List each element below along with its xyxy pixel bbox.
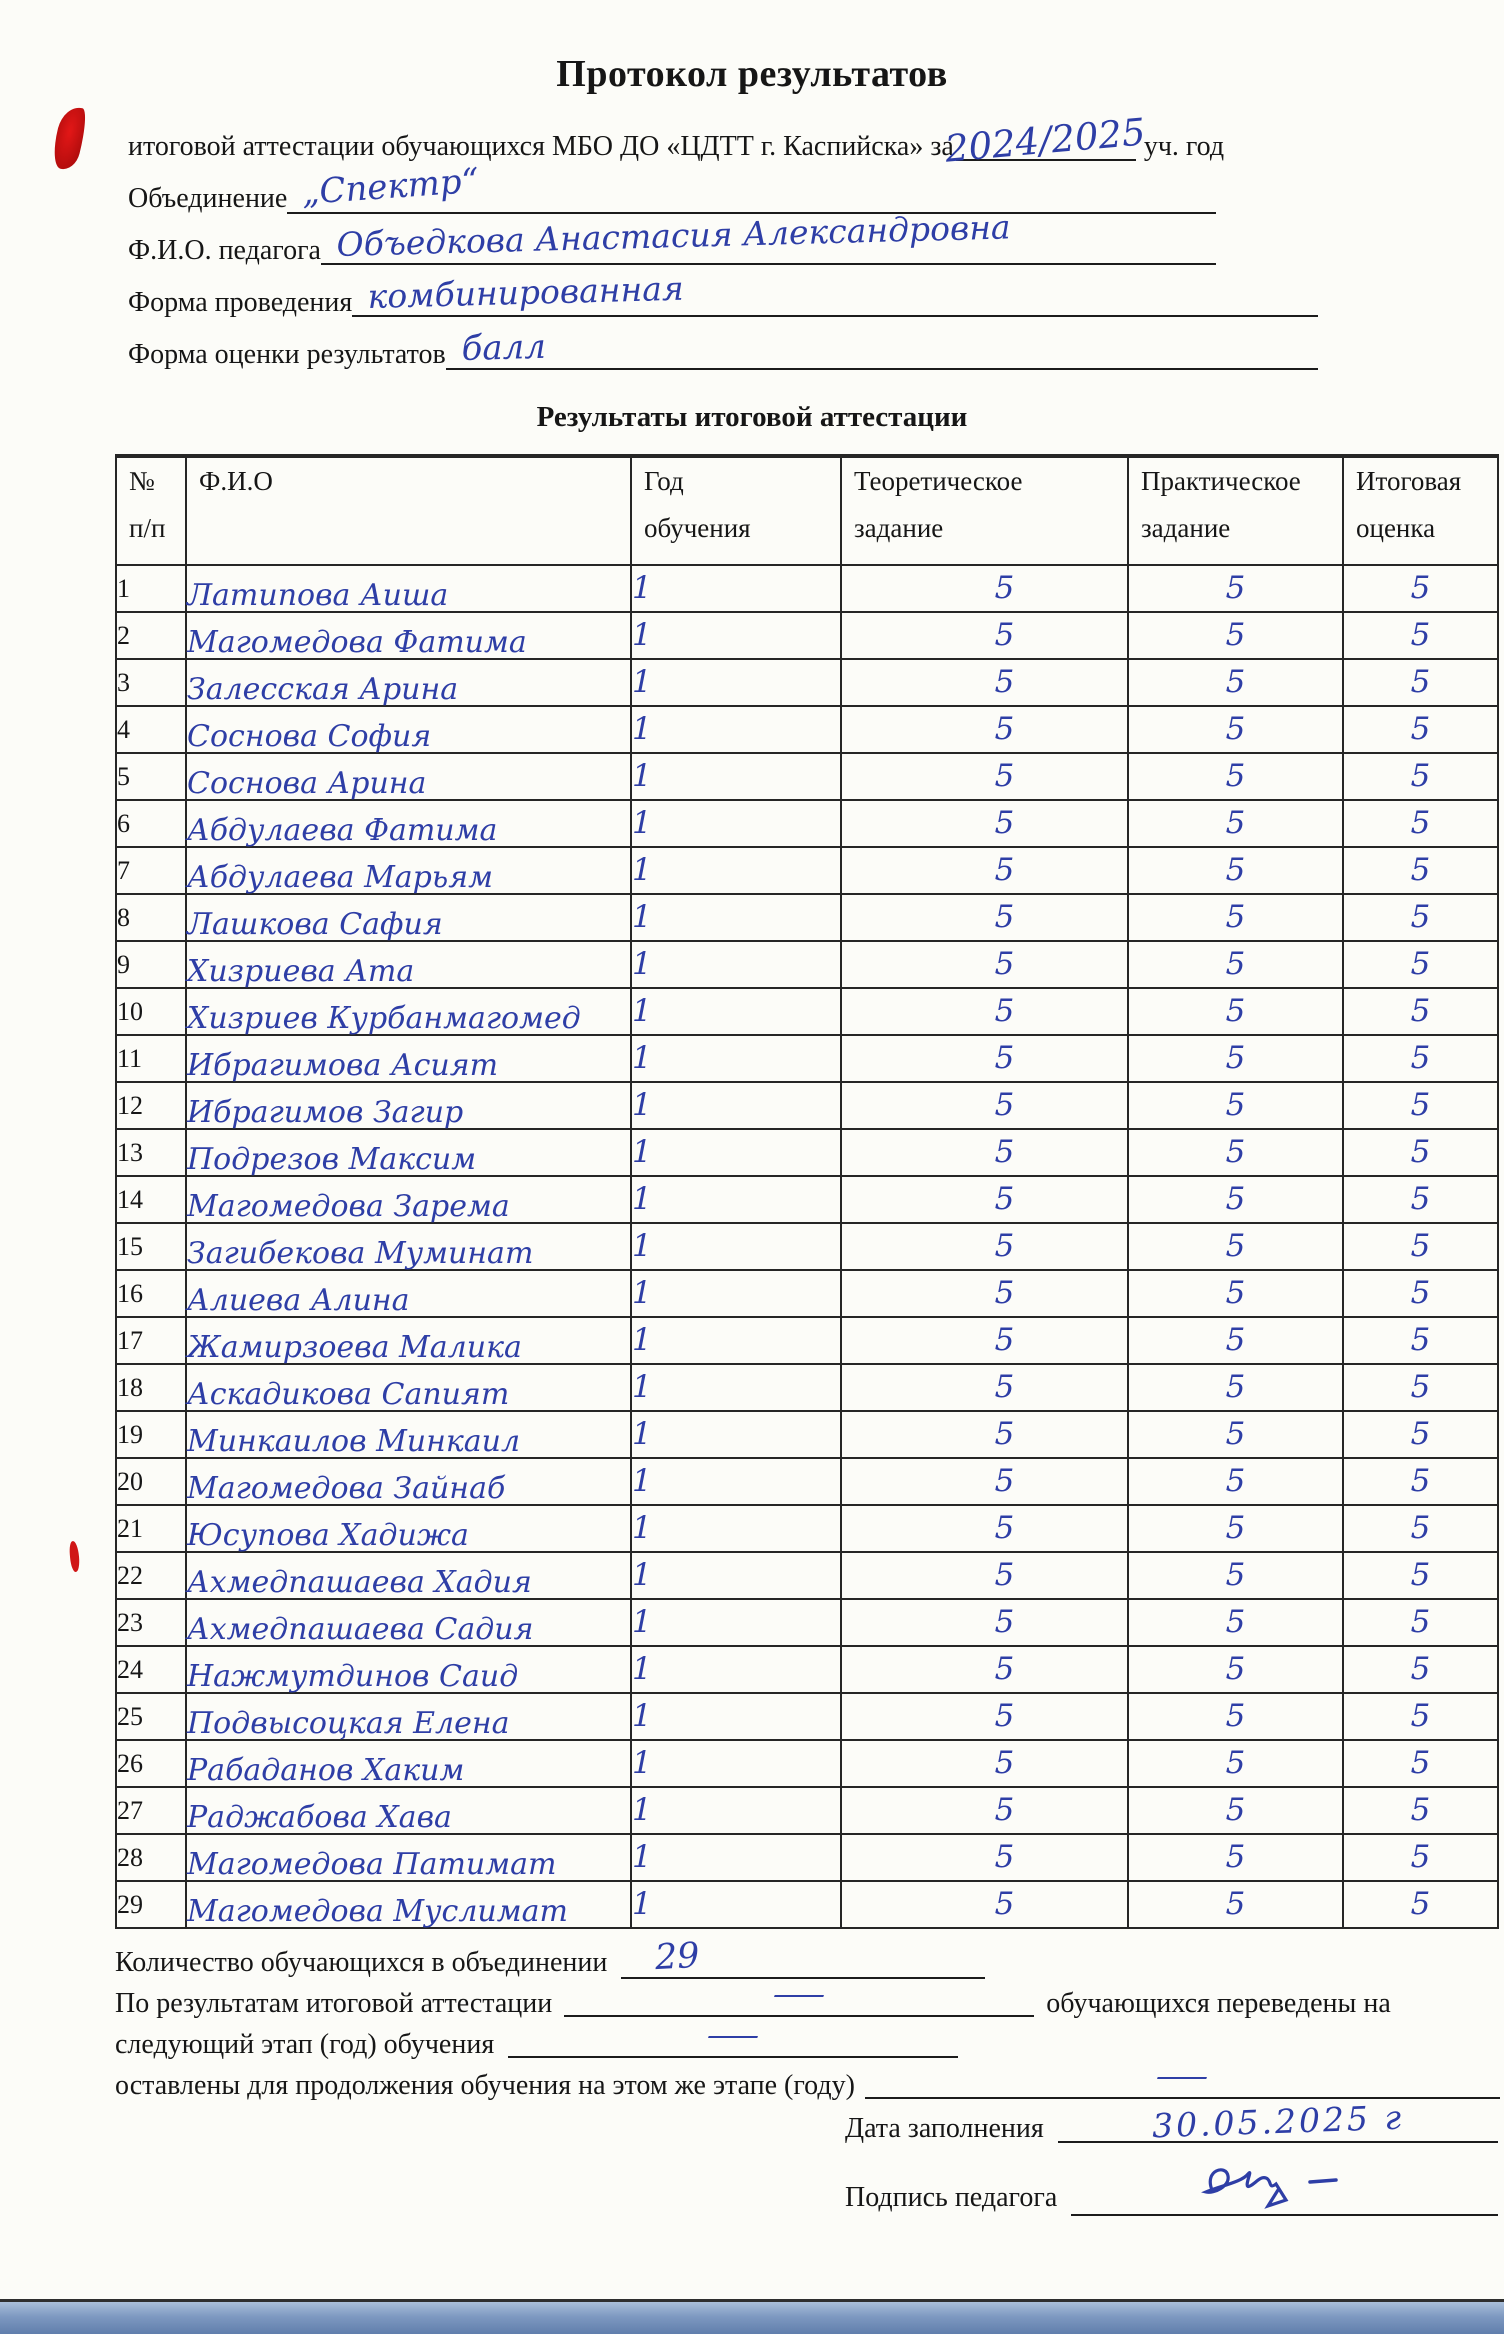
results-table-body bbox=[116, 565, 1498, 1928]
row-number: 26 bbox=[116, 1740, 186, 1787]
field-teacher-name-label: Ф.И.О. педагога bbox=[128, 235, 321, 266]
col-header-number-line1: № bbox=[129, 466, 155, 496]
final-score: 5 bbox=[1343, 1552, 1498, 1599]
next-stage-label: следующий этап (год) обучения bbox=[115, 2029, 495, 2060]
field-grading-form bbox=[128, 326, 1318, 371]
field-teacher-name-blank bbox=[321, 207, 1216, 265]
practice-score: 5 bbox=[1128, 988, 1343, 1035]
year-of-study-value: 1 bbox=[631, 1129, 841, 1176]
practice-score: 5 bbox=[1128, 1599, 1343, 1646]
final-score: 5 bbox=[1343, 1599, 1498, 1646]
col-header-practice-line1: Практическое bbox=[1141, 466, 1301, 496]
practice-score: 5 bbox=[1128, 1787, 1343, 1834]
attestation-results-blank bbox=[564, 1977, 1034, 2017]
row-number: 20 bbox=[116, 1458, 186, 1505]
student-name: Ибрагимов Загир bbox=[186, 1082, 631, 1129]
field-association-value: „Спектр“ bbox=[300, 160, 481, 213]
table-row bbox=[116, 800, 1498, 847]
final-score: 5 bbox=[1343, 706, 1498, 753]
year-of-study-value: 1 bbox=[631, 1364, 841, 1411]
table-row bbox=[116, 988, 1498, 1035]
row-number: 7 bbox=[116, 847, 186, 894]
final-score: 5 bbox=[1343, 1129, 1498, 1176]
practice-score: 5 bbox=[1128, 706, 1343, 753]
theory-score: 5 bbox=[841, 1082, 1128, 1129]
row-number: 27 bbox=[116, 1787, 186, 1834]
field-association bbox=[128, 160, 1216, 215]
attestation-results-label: По результатам итоговой аттестации bbox=[115, 1988, 553, 2019]
students-count-value: 29 bbox=[654, 1935, 701, 1979]
practice-score: 5 bbox=[1128, 1881, 1343, 1928]
theory-score: 5 bbox=[841, 753, 1128, 800]
col-header-year-line1: Год bbox=[644, 466, 684, 496]
student-name: Залесская Арина bbox=[186, 659, 631, 706]
year-of-study-value: 1 bbox=[631, 1082, 841, 1129]
field-grading-form-value: балл bbox=[460, 326, 547, 369]
practice-score: 5 bbox=[1128, 1693, 1343, 1740]
student-name: Подвысоцкая Елена bbox=[186, 1693, 631, 1740]
field-format-value: комбинированная bbox=[367, 268, 685, 316]
practice-score: 5 bbox=[1128, 753, 1343, 800]
row-number: 6 bbox=[116, 800, 186, 847]
year-of-study-value: 1 bbox=[631, 612, 841, 659]
practice-score: 5 bbox=[1128, 1176, 1343, 1223]
year-of-study-value: 1 bbox=[631, 988, 841, 1035]
table-row bbox=[116, 1364, 1498, 1411]
student-name: Магомедова Фатима bbox=[186, 612, 631, 659]
final-score: 5 bbox=[1343, 1787, 1498, 1834]
final-score: 5 bbox=[1343, 1082, 1498, 1129]
col-header-number-line2: п/п bbox=[129, 513, 166, 543]
results-table-head bbox=[116, 456, 1498, 565]
theory-score: 5 bbox=[841, 1411, 1128, 1458]
year-of-study-value: 1 bbox=[631, 565, 841, 612]
fill-date-label: Дата заполнения bbox=[845, 2113, 1044, 2144]
row-number: 12 bbox=[116, 1082, 186, 1129]
student-name: Минкаилов Минкаил bbox=[186, 1411, 631, 1458]
col-header-number bbox=[116, 456, 186, 565]
theory-score: 5 bbox=[841, 1787, 1128, 1834]
final-score: 5 bbox=[1343, 1176, 1498, 1223]
year-of-study-value: 1 bbox=[631, 1505, 841, 1552]
year-of-study-value: 1 bbox=[631, 1740, 841, 1787]
final-score: 5 bbox=[1343, 988, 1498, 1035]
theory-score: 5 bbox=[841, 659, 1128, 706]
students-count-blank bbox=[621, 1935, 985, 1979]
next-stage-value: — bbox=[706, 2018, 761, 2053]
field-teacher-name bbox=[128, 207, 1216, 267]
theory-score: 5 bbox=[841, 847, 1128, 894]
student-name: Ахмедпашаева Садия bbox=[186, 1599, 631, 1646]
year-of-study-value: 1 bbox=[631, 1035, 841, 1082]
final-score: 5 bbox=[1343, 847, 1498, 894]
next-stage-line bbox=[115, 2018, 1504, 2061]
year-of-study-value: 1 bbox=[631, 1552, 841, 1599]
student-name: Рабаданов Хаким bbox=[186, 1740, 631, 1787]
year-of-study-value: 1 bbox=[631, 1599, 841, 1646]
row-number: 23 bbox=[116, 1599, 186, 1646]
practice-score: 5 bbox=[1128, 1646, 1343, 1693]
row-number: 8 bbox=[116, 894, 186, 941]
table-row bbox=[116, 1505, 1498, 1552]
final-score: 5 bbox=[1343, 894, 1498, 941]
table-row bbox=[116, 1082, 1498, 1129]
row-number: 3 bbox=[116, 659, 186, 706]
student-name: Ахмедпашаева Хадия bbox=[186, 1552, 631, 1599]
theory-score: 5 bbox=[841, 1270, 1128, 1317]
final-score: 5 bbox=[1343, 1693, 1498, 1740]
teacher-signature-blank bbox=[1071, 2154, 1498, 2216]
col-header-practice bbox=[1128, 456, 1343, 565]
student-name: Лашкова Сафия bbox=[186, 894, 631, 941]
final-score: 5 bbox=[1343, 612, 1498, 659]
red-ink-blot bbox=[49, 104, 91, 173]
page-title: Протокол результатов bbox=[556, 53, 948, 95]
practice-score: 5 bbox=[1128, 1834, 1343, 1881]
practice-score: 5 bbox=[1128, 1223, 1343, 1270]
final-score: 5 bbox=[1343, 1834, 1498, 1881]
student-name: Магомедова Зайнаб bbox=[186, 1458, 631, 1505]
year-of-study-value: 1 bbox=[631, 659, 841, 706]
year-of-study-value: 1 bbox=[631, 1411, 841, 1458]
teacher-signature-line bbox=[845, 2154, 1504, 2216]
field-grading-form-blank bbox=[446, 326, 1318, 370]
subtitle-prefix: итоговой аттестации обучающихся МБО ДО «ЦДТТ г. Каспийска» за bbox=[128, 131, 954, 162]
theory-score: 5 bbox=[841, 1505, 1128, 1552]
attestation-results-line bbox=[115, 1977, 1504, 2020]
final-score: 5 bbox=[1343, 1411, 1498, 1458]
col-header-final-line2: оценка bbox=[1356, 513, 1436, 543]
theory-score: 5 bbox=[841, 988, 1128, 1035]
field-association-label: Объединение bbox=[128, 183, 288, 214]
header-row bbox=[116, 456, 1498, 565]
row-number: 1 bbox=[116, 565, 186, 612]
student-name: Жамирзоева Малика bbox=[186, 1317, 631, 1364]
field-association-blank bbox=[287, 160, 1216, 214]
practice-score: 5 bbox=[1128, 894, 1343, 941]
student-name: Подрезов Максим bbox=[186, 1129, 631, 1176]
year-of-study-value: 1 bbox=[631, 800, 841, 847]
teacher-signature-scribble bbox=[1190, 2160, 1380, 2220]
practice-score: 5 bbox=[1128, 1270, 1343, 1317]
results-section-title: Результаты итоговой аттестации bbox=[536, 401, 968, 433]
year-of-study-value: 1 bbox=[631, 847, 841, 894]
student-name: Алиева Алина bbox=[186, 1270, 631, 1317]
row-number: 19 bbox=[116, 1411, 186, 1458]
practice-score: 5 bbox=[1128, 1458, 1343, 1505]
col-header-year-line2: обучения bbox=[644, 513, 751, 543]
retained-students-label: оставлены для продолжения обучения на этом же этапе (году) bbox=[115, 2070, 855, 2101]
row-number: 2 bbox=[116, 612, 186, 659]
year-of-study-value: 1 bbox=[631, 1646, 841, 1693]
theory-score: 5 bbox=[841, 1458, 1128, 1505]
final-score: 5 bbox=[1343, 800, 1498, 847]
year-of-study-value: 1 bbox=[631, 1881, 841, 1928]
student-name: Абдулаева Марьям bbox=[186, 847, 631, 894]
students-count-line bbox=[115, 1935, 1504, 1979]
theory-score: 5 bbox=[841, 612, 1128, 659]
fill-date-value: 30.05.2025 г bbox=[1151, 2097, 1405, 2146]
practice-score: 5 bbox=[1128, 1740, 1343, 1787]
practice-score: 5 bbox=[1128, 800, 1343, 847]
theory-score: 5 bbox=[841, 1035, 1128, 1082]
row-number: 17 bbox=[116, 1317, 186, 1364]
row-number: 5 bbox=[116, 753, 186, 800]
fill-date-line bbox=[845, 2097, 1504, 2146]
theory-score: 5 bbox=[841, 1740, 1128, 1787]
field-format-blank bbox=[352, 268, 1318, 317]
row-number: 24 bbox=[116, 1646, 186, 1693]
table-row bbox=[116, 706, 1498, 753]
theory-score: 5 bbox=[841, 1223, 1128, 1270]
next-stage-blank bbox=[508, 2018, 958, 2058]
final-score: 5 bbox=[1343, 1035, 1498, 1082]
row-number: 28 bbox=[116, 1834, 186, 1881]
practice-score: 5 bbox=[1128, 1317, 1343, 1364]
student-name: Ибрагимова Асият bbox=[186, 1035, 631, 1082]
row-number: 22 bbox=[116, 1552, 186, 1599]
attestation-results-value: — bbox=[772, 1977, 827, 2012]
col-header-theory-line2: задание bbox=[854, 513, 944, 543]
col-header-theory-line1: Теоретическое bbox=[854, 466, 1023, 496]
theory-score: 5 bbox=[841, 706, 1128, 753]
retained-students-blank bbox=[865, 2059, 1500, 2099]
row-number: 13 bbox=[116, 1129, 186, 1176]
theory-score: 5 bbox=[841, 1129, 1128, 1176]
practice-score: 5 bbox=[1128, 847, 1343, 894]
student-name: Соснова София bbox=[186, 706, 631, 753]
row-number: 21 bbox=[116, 1505, 186, 1552]
academic-year-value: 2024/2025 bbox=[943, 110, 1148, 171]
field-teacher-name-value: Объедкова Анастасия Александровна bbox=[336, 207, 1012, 264]
red-ink-mark bbox=[69, 1541, 81, 1573]
theory-score: 5 bbox=[841, 1317, 1128, 1364]
year-of-study-value: 1 bbox=[631, 753, 841, 800]
table-row bbox=[116, 1881, 1498, 1928]
col-header-name-line1: Ф.И.О bbox=[199, 466, 273, 496]
practice-score: 5 bbox=[1128, 1505, 1343, 1552]
year-of-study-value: 1 bbox=[631, 1176, 841, 1223]
student-name: Магомедова Зарема bbox=[186, 1176, 631, 1223]
table-row bbox=[116, 565, 1498, 612]
table-row bbox=[116, 847, 1498, 894]
student-name: Раджабова Хава bbox=[186, 1787, 631, 1834]
col-header-final-line1: Итоговая bbox=[1356, 466, 1462, 496]
final-score: 5 bbox=[1343, 1740, 1498, 1787]
year-of-study-value: 1 bbox=[631, 941, 841, 988]
table-row bbox=[116, 1270, 1498, 1317]
final-score: 5 bbox=[1343, 659, 1498, 706]
theory-score: 5 bbox=[841, 1693, 1128, 1740]
table-row bbox=[116, 1317, 1498, 1364]
row-number: 10 bbox=[116, 988, 186, 1035]
table-row bbox=[116, 1552, 1498, 1599]
field-format bbox=[128, 268, 1318, 319]
col-header-final bbox=[1343, 456, 1498, 565]
practice-score: 5 bbox=[1128, 1035, 1343, 1082]
col-header-theory bbox=[841, 456, 1128, 565]
practice-score: 5 bbox=[1128, 1552, 1343, 1599]
retained-students-line bbox=[115, 2059, 1504, 2102]
table-row bbox=[116, 659, 1498, 706]
year-of-study-value: 1 bbox=[631, 1787, 841, 1834]
student-name: Нажмутдинов Саид bbox=[186, 1646, 631, 1693]
student-name: Магомедова Патимат bbox=[186, 1834, 631, 1881]
table-row bbox=[116, 1458, 1498, 1505]
row-number: 4 bbox=[116, 706, 186, 753]
final-score: 5 bbox=[1343, 1223, 1498, 1270]
teacher-signature-label: Подпись педагога bbox=[845, 2182, 1058, 2213]
final-score: 5 bbox=[1343, 1458, 1498, 1505]
academic-year-blank bbox=[943, 110, 1148, 171]
row-number: 11 bbox=[116, 1035, 186, 1082]
theory-score: 5 bbox=[841, 1364, 1128, 1411]
theory-score: 5 bbox=[841, 941, 1128, 988]
student-name: Хизриев Курбанмагомед bbox=[186, 988, 631, 1035]
student-name: Юсупова Хадижа bbox=[186, 1505, 631, 1552]
student-name: Аскадикова Сапият bbox=[186, 1364, 631, 1411]
final-score: 5 bbox=[1343, 1881, 1498, 1928]
theory-score: 5 bbox=[841, 894, 1128, 941]
col-header-year bbox=[631, 456, 841, 565]
row-number: 18 bbox=[116, 1364, 186, 1411]
theory-score: 5 bbox=[841, 800, 1128, 847]
theory-score: 5 bbox=[841, 1834, 1128, 1881]
year-of-study-value: 1 bbox=[631, 1270, 841, 1317]
row-number: 15 bbox=[116, 1223, 186, 1270]
table-row bbox=[116, 1223, 1498, 1270]
results-table bbox=[115, 454, 1499, 1929]
practice-score: 5 bbox=[1128, 1411, 1343, 1458]
summary-section bbox=[115, 1935, 1504, 2216]
year-of-study-value: 1 bbox=[631, 1834, 841, 1881]
table-row bbox=[116, 753, 1498, 800]
field-format-label: Форма проведения bbox=[128, 287, 353, 318]
table-row bbox=[116, 1176, 1498, 1223]
table-row bbox=[116, 1646, 1498, 1693]
retained-students-value: — bbox=[1155, 2059, 1210, 2094]
year-of-study-value: 1 bbox=[631, 706, 841, 753]
table-row bbox=[116, 1740, 1498, 1787]
row-number: 16 bbox=[116, 1270, 186, 1317]
practice-score: 5 bbox=[1128, 941, 1343, 988]
year-of-study-value: 1 bbox=[631, 1693, 841, 1740]
theory-score: 5 bbox=[841, 1176, 1128, 1223]
scanner-edge-strip bbox=[0, 2299, 1504, 2334]
final-score: 5 bbox=[1343, 941, 1498, 988]
final-score: 5 bbox=[1343, 1270, 1498, 1317]
col-header-practice-line2: задание bbox=[1141, 513, 1231, 543]
table-row bbox=[116, 1599, 1498, 1646]
practice-score: 5 bbox=[1128, 1364, 1343, 1411]
student-name: Магомедова Муслимат bbox=[186, 1881, 631, 1928]
table-row bbox=[116, 612, 1498, 659]
subtitle-suffix: уч. год bbox=[1143, 131, 1225, 162]
theory-score: 5 bbox=[841, 565, 1128, 612]
table-row bbox=[116, 1693, 1498, 1740]
final-score: 5 bbox=[1343, 1364, 1498, 1411]
fill-date-blank bbox=[1058, 2097, 1498, 2146]
attestation-results-suffix: обучающихся переведены на bbox=[1046, 1988, 1391, 2019]
table-row bbox=[116, 941, 1498, 988]
year-of-study-value: 1 bbox=[631, 1223, 841, 1270]
row-number: 25 bbox=[116, 1693, 186, 1740]
final-score: 5 bbox=[1343, 753, 1498, 800]
student-name: Латипова Аиша bbox=[186, 565, 631, 612]
row-number: 29 bbox=[116, 1881, 186, 1928]
theory-score: 5 bbox=[841, 1881, 1128, 1928]
row-number: 14 bbox=[116, 1176, 186, 1223]
student-name: Хизриева Ата bbox=[186, 941, 631, 988]
practice-score: 5 bbox=[1128, 612, 1343, 659]
theory-score: 5 bbox=[841, 1552, 1128, 1599]
table-row bbox=[116, 894, 1498, 941]
student-name: Соснова Арина bbox=[186, 753, 631, 800]
table-row bbox=[116, 1035, 1498, 1082]
subtitle-line bbox=[128, 110, 1504, 171]
table-row bbox=[116, 1129, 1498, 1176]
field-grading-form-label: Форма оценки результатов bbox=[128, 339, 446, 370]
students-count-label: Количество обучающихся в объединении bbox=[115, 1947, 608, 1978]
practice-score: 5 bbox=[1128, 1129, 1343, 1176]
table-row bbox=[116, 1834, 1498, 1881]
col-header-name bbox=[186, 456, 631, 565]
table-row bbox=[116, 1787, 1498, 1834]
theory-score: 5 bbox=[841, 1646, 1128, 1693]
final-score: 5 bbox=[1343, 565, 1498, 612]
practice-score: 5 bbox=[1128, 1082, 1343, 1129]
final-score: 5 bbox=[1343, 1505, 1498, 1552]
row-number: 9 bbox=[116, 941, 186, 988]
year-of-study-value: 1 bbox=[631, 1458, 841, 1505]
student-name: Абдулаева Фатима bbox=[186, 800, 631, 847]
final-score: 5 bbox=[1343, 1317, 1498, 1364]
final-score: 5 bbox=[1343, 1646, 1498, 1693]
table-row bbox=[116, 1411, 1498, 1458]
practice-score: 5 bbox=[1128, 565, 1343, 612]
practice-score: 5 bbox=[1128, 659, 1343, 706]
theory-score: 5 bbox=[841, 1599, 1128, 1646]
student-name: Загибекова Муминат bbox=[186, 1223, 631, 1270]
year-of-study-value: 1 bbox=[631, 1317, 841, 1364]
year-of-study-value: 1 bbox=[631, 894, 841, 941]
